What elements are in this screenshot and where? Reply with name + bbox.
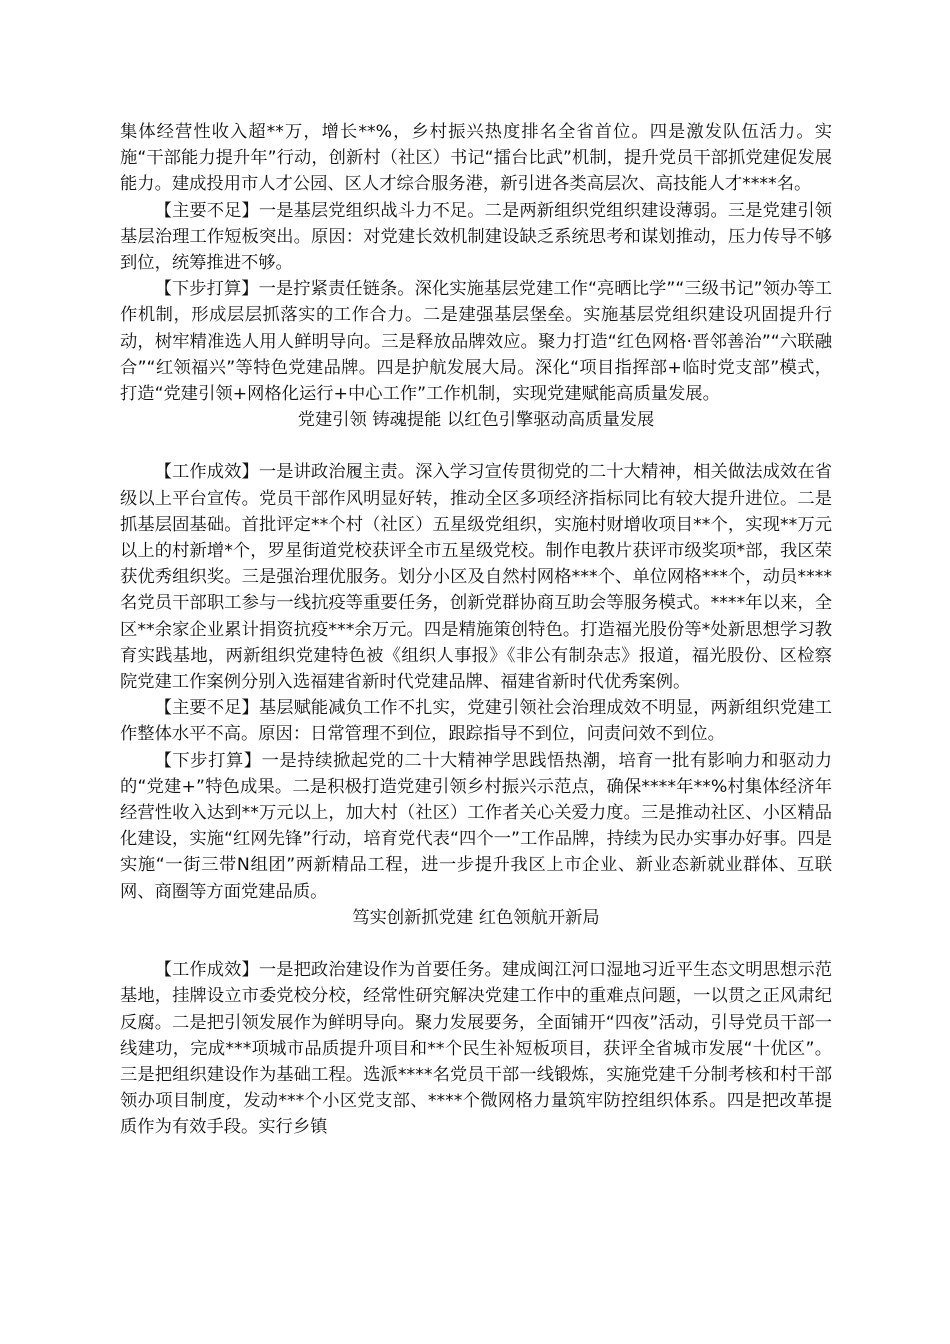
section1-shortcomings: 【主要不足】一是基层党组织战斗力不足。二是两新组织党组织建设薄弱。三是党建引领基层治理工作短板突出。原因：对党建长效机制建设缺乏系统思考和谋划推动，压力传导不够到位，统筹推进不够。 <box>120 200 832 274</box>
section1-next-steps: 【下步打算】一是拧紧责任链条。深化实施基层党建工作“亮晒比学”“三级书记”领办等工作机制，形成层层抓落实的工作合力。二是建强基层堡垒。实施基层党组织建设巩固提升行动，树牢精准选人用人鲜明导向。三是释放品牌效应。聚力打造“红色网格·晋邻善治”“六联融合”“红领福兴”等特色党建品牌。四是护航发展大局。深化“项目指挥部+临时党支部”模式，打造“党建引领+网格化运行+中心工作”工作机制，实现党建赋能高质量发展。 <box>120 279 832 405</box>
document-page <box>120 119 832 1141</box>
blank-line <box>120 931 832 957</box>
section3-achievements: 【工作成效】一是把政治建设作为首要任务。建成闽江河口湿地习近平生态文明思想示范基地，挂牌设立市委党校分校，经常性研究解决党建工作中的重难点问题，一以贯之正风肃纪反腐。二是把引领发展作为鲜明导向。聚力发展要务，全面铺开“四夜”活动，引导党员干部一线建功，完成***项城市品质提升项目和**个民生补短板项目，获评全省城市发展“十优区”。三是把组织建设作为基础工程。选派****名党员干部一线锻炼，实施党建千分制考核和村干部领办项目制度，发动***个小区党支部、****个微网格力量筑牢防控组织体系。四是把改革提质作为有效手段。实行乡镇 <box>120 960 832 1138</box>
section2-title: 党建引领 铸魂提能 以红色引擎驱动高质量发展 <box>297 410 655 431</box>
section2-achievements: 【工作成效】一是讲政治履主责。深入学习宣传贯彻党的二十大精神，相关做法成效在省级以上平台宣传。党员干部作风明显好转，推动全区多项经济指标同比有较大提升进位。二是抓基层固基础。首批评定**个村（社区）五星级党组织，实施村财增收项目**个，实现**万元以上的村新增*个，罗星街道党校获评全市五星级党校。制作电教片获评市级奖项*部，我区荣获优秀组织奖。三是强治理优服务。划分小区及自然村网格***个、单位网格***个，动员****名党员干部职工参与一线抗疫等重要任务，创新党群协商互助会等服务模式。****年以来，全区**余家企业累计捐资抗疫***余万元。四是精施策创特色。打造福光股份等*处新思想学习教育实践基地，两新组织党建特色被《组织人事报》《非公有制杂志》报道，福光股份、区检察院党建工作案例分别入选福建省新时代党建品牌、福建省新时代优秀案例。 <box>120 462 832 693</box>
blank-line <box>120 433 832 459</box>
section2-shortcomings: 【主要不足】基层赋能减负工作不扎实，党建引领社会治理成效不明显，两新组织党建工作整体水平不高。原因：日常管理不到位，跟踪指导不到位，问责问效不到位。 <box>120 698 832 745</box>
section3-title: 笃实创新抓党建 红色领航开新局 <box>352 907 600 928</box>
section1-paragraph-continued: 集体经营性收入超**万，增长**%，乡村振兴热度排名全省首位。四是激发队伍活力。实施“干部能力提升年”行动，创新村（社区）书记“擂台比武”机制，提升党员干部抓党建促发展能力。建成投用市人才公园、区人才综合服务港，新引进各类高层次、高技能人才****名。 <box>120 122 832 195</box>
section2-next-steps: 【下步打算】一是持续掀起党的二十大精神学思践悟热潮，培育一批有影响力和驱动力的“党建+”特色成果。二是积极打造党建引领乡村振兴示范点，确保****年**%村集体经济年经营性收入达到**万元以上，加大村（社区）工作者关心关爱力度。三是推动社区、小区精品化建设，实施“红网先锋”行动，培育党代表“四个一”工作品牌，持续为民办实事办好事。四是实施“一街三带N组团”两新精品工程，进一步提升我区上市企业、新业态新就业群体、互联网、商圈等方面党建品质。 <box>120 750 832 902</box>
